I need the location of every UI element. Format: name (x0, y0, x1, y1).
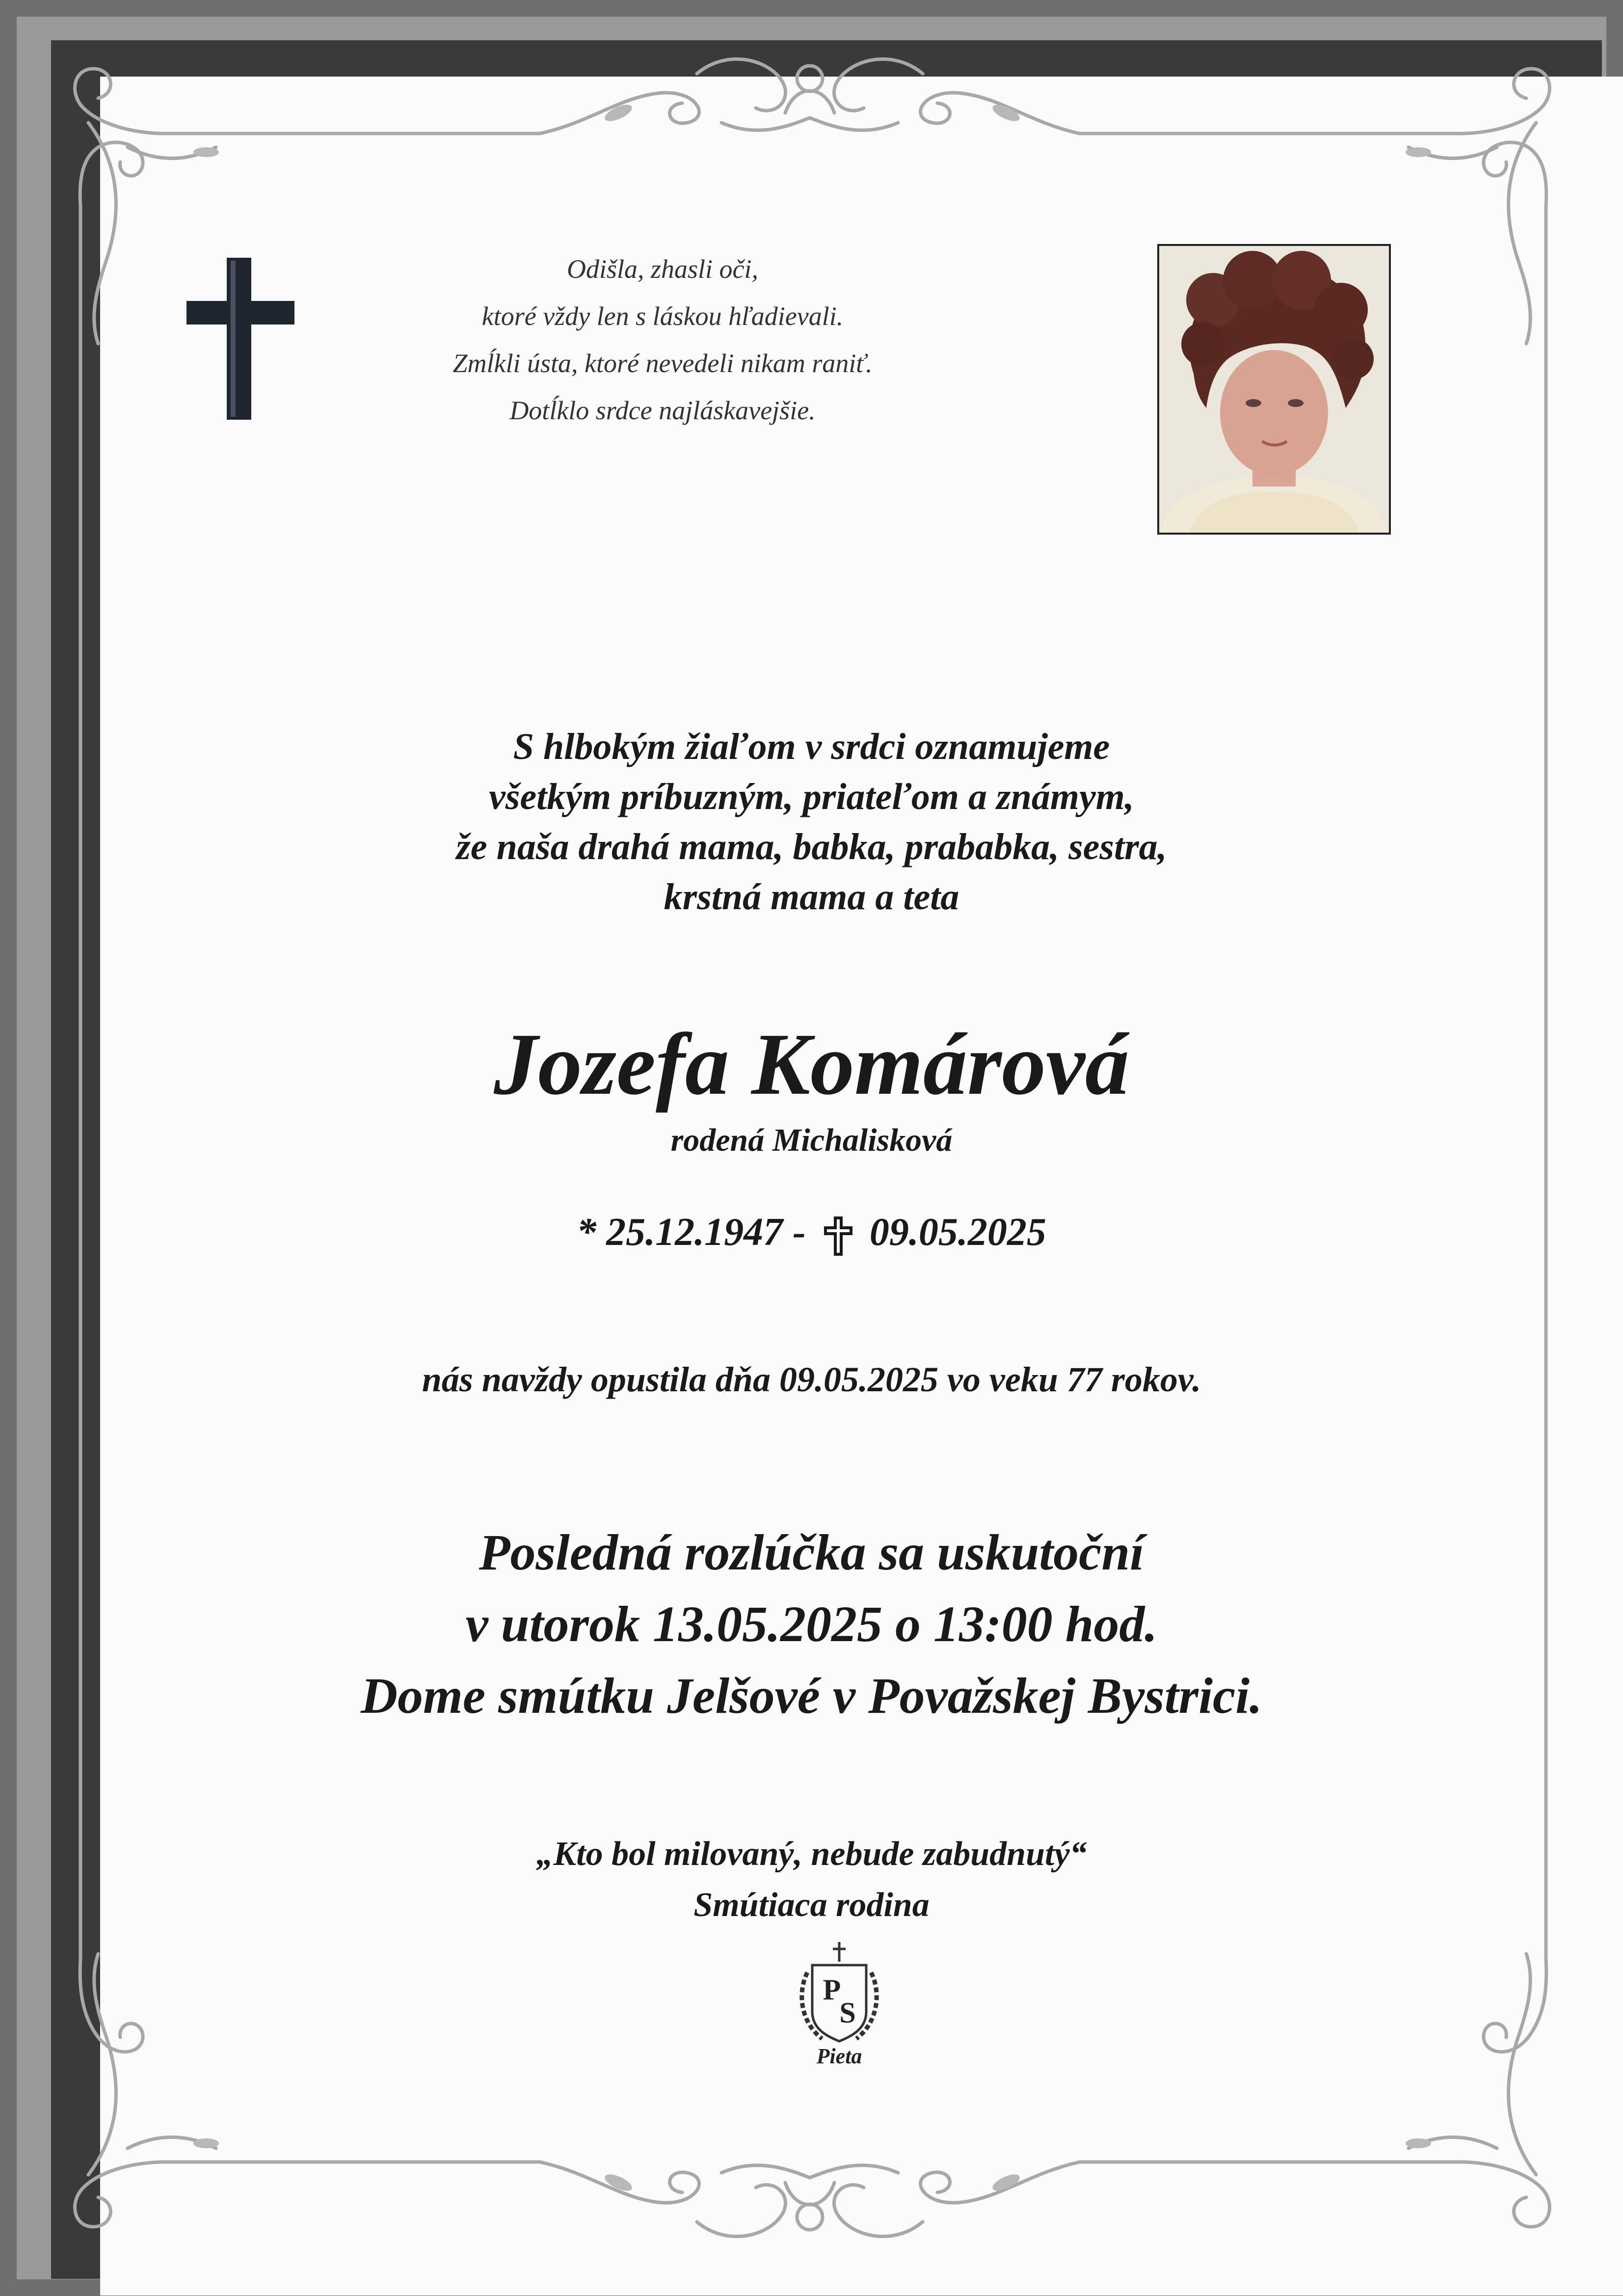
logo-text: Pieta (816, 2044, 862, 2068)
funeral-line: Posledná rozlúčka sa uskutoční (479, 1524, 1144, 1581)
funeral-line: v utorok 13.05.2025 o 13:00 hod. (465, 1596, 1158, 1652)
death-notice: nás navždy opustila dňa 09.05.2025 vo veku 77 rokov. (422, 1360, 1201, 1399)
death-date: 09.05.2025 (869, 1211, 1046, 1254)
funeral-line: Dome smútku Jelšové v Považskej Bystrici. (360, 1668, 1263, 1724)
verse-line: ktoré vždy len s láskou hľadievali. (481, 301, 844, 331)
portrait-image (1159, 246, 1389, 533)
deceased-name: Jozefa Komárová (494, 1015, 1129, 1113)
closing-text (0, 1829, 1623, 1931)
verse-line: Zmĺkli ústa, ktoré nevedeli nikam raniť. (452, 349, 873, 378)
logo-monogram-p: P (823, 1973, 841, 2006)
announcement-text (0, 722, 1623, 922)
announcement-line: S hlbokým žiaľom v srdci oznamujeme (513, 726, 1110, 767)
announcement-line: všetkým príbuzným, priateľom a známym, (489, 776, 1134, 817)
birth-date: * 25.12.1947 - (577, 1211, 806, 1254)
life-dates (0, 1208, 1623, 1257)
memorial-verse (393, 245, 932, 434)
small-cross-icon (823, 1216, 853, 1256)
maiden-name: rodená Michalisková (670, 1122, 953, 1158)
funeral-details (0, 1517, 1623, 1732)
latin-cross-icon (186, 258, 294, 420)
portrait-photo (1157, 244, 1391, 535)
logo-monogram-s: S (839, 1997, 856, 2029)
verse-line: Dotĺklo srdce najláskavejšie. (509, 396, 816, 425)
verse-line: Odišla, zhasli oči, (566, 254, 759, 284)
announcement-line: že naša drahá mama, babka, prababka, sestra, (456, 826, 1167, 867)
announcement-line: krstná mama a teta (664, 876, 959, 918)
signature: Smútiaca rodina (693, 1886, 930, 1924)
pieta-logo-icon (793, 1938, 886, 2071)
closing-quote: „Kto bol milovaný, nebude zabudnutý“ (536, 1835, 1087, 1873)
